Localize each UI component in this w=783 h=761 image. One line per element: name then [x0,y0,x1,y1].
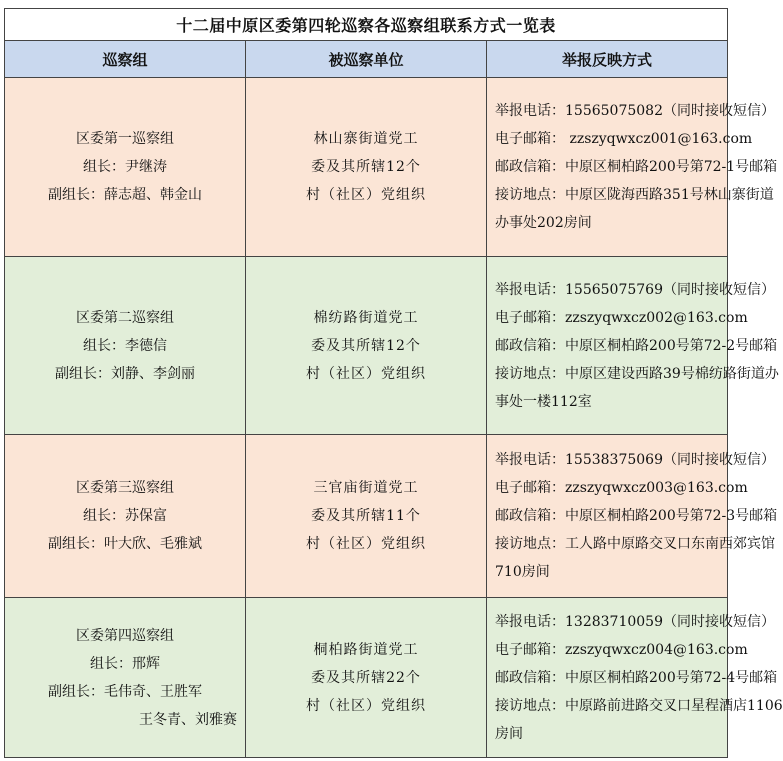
unit-line: 村（社区）党组织 [306,697,426,714]
contact-cell [487,257,779,435]
group-name: 区委第三巡察组 [76,480,174,496]
group-cell [5,435,246,598]
group-cell [5,257,246,435]
email: 电子邮箱： zzszyqwxcz001@163.com [495,131,753,147]
contact-cell [487,598,783,758]
email: 电子邮箱：zzszyqwxcz004@163.com [495,641,748,658]
group-deputy-cont: 王冬青、刘雅赛 [139,711,237,728]
group-leader: 组长：苏保富 [83,508,167,524]
group-deputy: 副组长：叶大欣、毛雅斌 [48,536,202,552]
group-leader: 组长：李德信 [83,337,167,354]
unit-cell [246,257,487,435]
group-name: 区委第四巡察组 [76,627,174,644]
group-deputy: 副组长：毛伟奇、王胜军 [48,683,202,700]
visit-location-cont: 710房间 [495,564,550,580]
table-row [5,435,728,598]
postal-box: 邮政信箱：中原区桐柏路200号第72-3号邮箱 [495,508,778,524]
group-name: 区委第二巡察组 [76,309,174,326]
postal-box: 邮政信箱：中原区桐柏路200号第72-2号邮箱 [495,337,778,354]
unit-line: 委及其所辖22个 [311,669,421,686]
unit-line: 棉纺路街道党工 [313,309,419,326]
group-leader: 组长：尹继涛 [83,159,167,175]
contact-cell [487,435,778,598]
table-row [5,78,728,257]
header-unit: 被巡察单位 [246,41,487,78]
email: 电子邮箱：zzszyqwxcz002@163.com [495,309,748,326]
table-row [5,257,728,435]
unit-line: 村（社区）党组织 [306,536,426,552]
contact-cell [487,78,778,257]
unit-line: 桐柏路街道党工 [313,641,419,658]
visit-location: 接访地点：中原区陇海西路351号林山寨街道 [495,187,774,203]
report-phone: 举报电话：13283710059（同时接收短信） [495,613,775,630]
postal-box: 邮政信箱：中原区桐柏路200号第72-4号邮箱 [495,669,778,686]
unit-line: 村（社区）党组织 [306,187,426,203]
visit-location: 接访地点：中原路前进路交叉口星程酒店1106 [495,697,783,714]
report-phone: 举报电话：15538375069（同时接收短信） [495,452,775,468]
group-deputy: 副组长：刘静、李剑丽 [55,365,195,382]
unit-line: 委及其所辖12个 [311,159,421,175]
visit-location-cont: 房间 [495,725,523,742]
group-deputy: 副组长：薛志超、韩金山 [48,187,202,203]
header-group: 巡察组 [5,41,246,78]
header-row [5,41,728,78]
unit-cell [246,78,487,257]
report-phone: 举报电话：15565075769（同时接收短信） [495,281,775,298]
unit-cell [246,598,487,758]
contact-table [4,8,783,758]
unit-line: 委及其所辖11个 [311,508,421,524]
postal-box: 邮政信箱：中原区桐柏路200号第72-1号邮箱 [495,159,778,175]
table-row [5,598,728,758]
group-cell [5,598,246,758]
unit-line: 委及其所辖12个 [311,337,421,354]
visit-location-cont: 事处一楼112室 [495,393,592,410]
group-cell [5,78,246,257]
visit-location: 接访地点：工人路中原路交叉口东南西郊宾馆 [495,536,775,552]
report-phone: 举报电话：15565075082（同时接收短信） [495,103,775,119]
group-leader: 组长：邢辉 [90,655,160,672]
table-title: 十二届中原区委第四轮巡察各巡察组联系方式一览表 [5,9,728,41]
email: 电子邮箱：zzszyqwxcz003@163.com [495,480,748,496]
unit-line: 村（社区）党组织 [306,365,426,382]
unit-line: 林山寨街道党工 [313,131,419,147]
unit-line: 三官庙街道党工 [313,480,419,496]
header-contact: 举报反映方式 [487,41,728,78]
visit-location: 接访地点：中原区建设西路39号棉纺路街道办 [495,365,779,382]
group-name: 区委第一巡察组 [76,131,174,147]
unit-cell [246,435,487,598]
visit-location-cont: 办事处202房间 [495,215,592,231]
